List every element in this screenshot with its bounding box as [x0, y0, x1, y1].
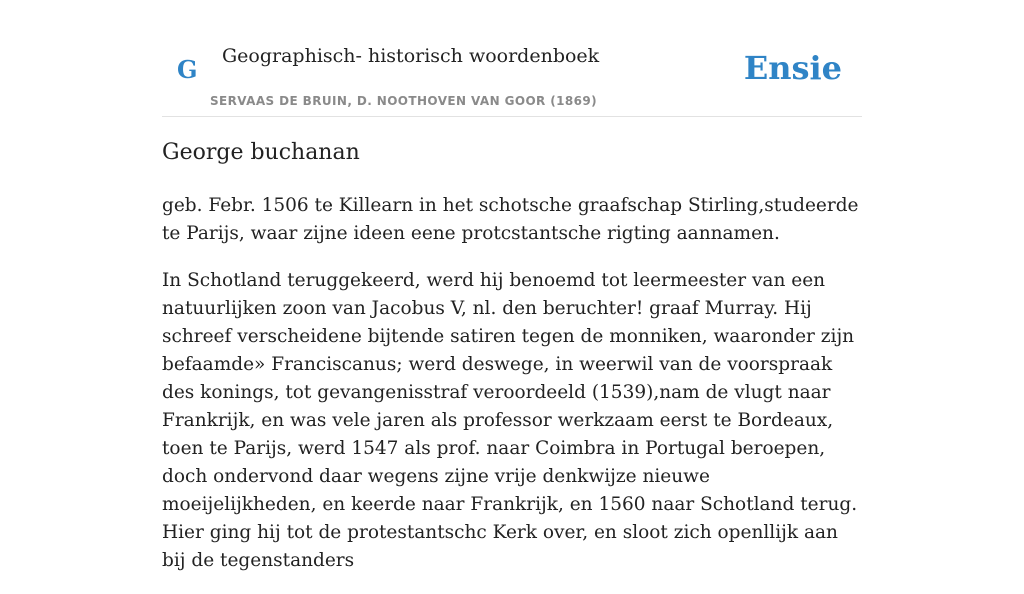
header: [162, 0, 862, 117]
entry-paragraph: geb. Febr. 1506 te Killearn in het schotsche graafschap Stirling,studeerde te Parijs, waar zijne ideen eene protcstantsche rigting aannamen.: [162, 195, 859, 244]
entry-paragraph: In Schotland teruggekeerd, werd hij benoemd tot leermeester van een natuurlijken zoon van Jacobus V, nl. den beruchter! graaf Murray. Hij schreef verscheidene bijtende satiren tegen de monniken, waaronder zijn befaamde» Franciscanus; werd deswege, in weerwil van de voorspraak des konings, tot gevangenisstraf veroordeeld (1539),nam de vlugt naar Frankrijk, en was vele jaren als professor werkzaam eerst te Bordeaux, toen te Parijs, werd 1547 als prof. naar Coimbra in Portugal beroepen, doch ondervond daar wegens zijne vrije denkwijze nieuwe moeijelijkheden, en keerde naar Frankrijk, en 1560 naar Schotland terug. Hier ging hij tot de protestantschc Kerk over, en sloot zich openllijk aan bij de tegenstanders: [162, 270, 858, 571]
entry-title: George buchanan: [162, 140, 360, 165]
ensie-logo[interactable]: Ensie: [743, 49, 842, 87]
book-authors: SERVAAS DE BRUIN, D. NOOTHOVEN VAN GOOR (1869): [210, 94, 598, 108]
letter-badge[interactable]: G: [177, 55, 198, 84]
entry-body: [162, 192, 866, 594]
book-title[interactable]: Geographisch- historisch woordenboek: [222, 45, 600, 67]
